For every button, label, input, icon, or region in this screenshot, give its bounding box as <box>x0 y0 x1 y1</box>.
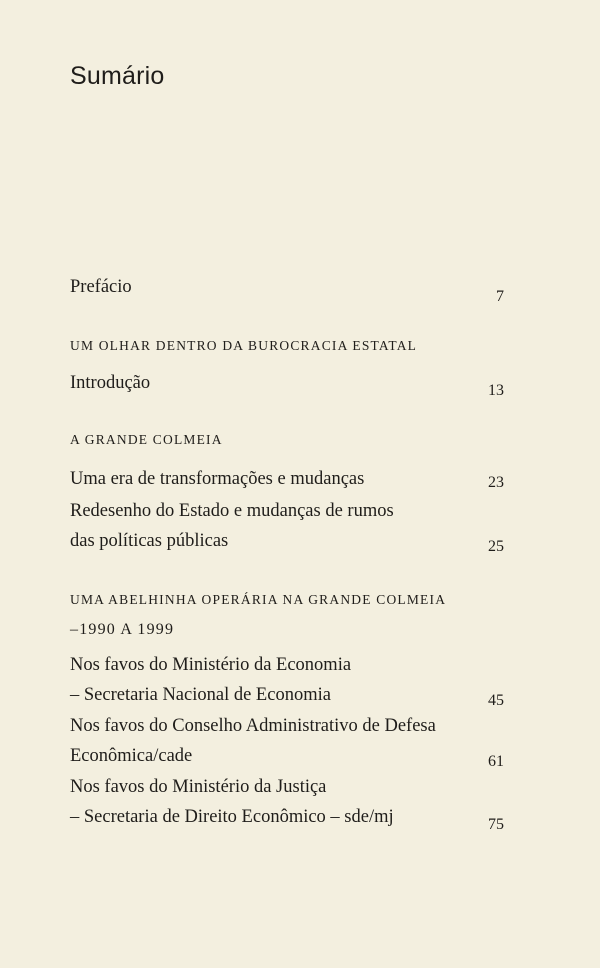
toc-entry-title-line2: das políticas públicas <box>70 531 229 551</box>
toc-entry-title-line2: – Secretaria de Direito Econômico – sde/mj <box>70 807 394 827</box>
toc-page-number: 7 <box>496 288 504 305</box>
toc-page-number: 61 <box>488 753 504 770</box>
toc-page-number: 75 <box>488 816 504 833</box>
toc-entry-title-line1: Nos favos do Conselho Administrativo de Defesa <box>70 716 436 736</box>
toc-entry-title-line2: – Secretaria Nacional de Economia <box>70 685 331 705</box>
toc-entry-prefacio[interactable] <box>70 272 504 305</box>
toc-entry-title: Prefácio <box>70 277 132 297</box>
toc-section-heading-line1: UMA ABELHINHA OPERÁRIA NA GRANDE COLMEIA <box>70 592 447 607</box>
toc-entry-era[interactable] <box>70 464 504 494</box>
toc-page-number: 45 <box>488 692 504 709</box>
toc-section-heading: UM OLHAR DENTRO DA BUROCRACIA ESTATAL <box>70 338 418 353</box>
toc-page-number: 23 <box>488 474 504 491</box>
page-title: Sumário <box>70 62 165 90</box>
toc-section-heading-line2: –1990 A 1999 <box>70 621 175 638</box>
toc-section-heading: A GRANDE COLMEIA <box>70 432 223 447</box>
toc-page-number: 25 <box>488 538 504 555</box>
toc-entry-title-line1: Redesenho do Estado e mudanças de rumos <box>70 501 394 521</box>
toc-entry-title-line1: Nos favos do Ministério da Justiça <box>70 777 327 797</box>
toc-entry-introducao[interactable] <box>70 368 504 398</box>
toc-entry-title-line1: Nos favos do Ministério da Economia <box>70 655 352 675</box>
toc-page-number: 13 <box>488 382 504 399</box>
toc-entry-title: Introdução <box>70 373 151 393</box>
toc-entry-economia[interactable] <box>70 650 504 710</box>
toc-entry-title-line2: Econômica/cade <box>70 746 193 766</box>
toc-entry-cade[interactable] <box>70 711 504 771</box>
toc-section-heading <box>70 585 510 645</box>
toc-entry-title: Uma era de transformações e mudanças <box>70 469 365 489</box>
toc-entry-redesenho[interactable] <box>70 496 504 556</box>
toc-entry-justica[interactable] <box>70 772 504 832</box>
